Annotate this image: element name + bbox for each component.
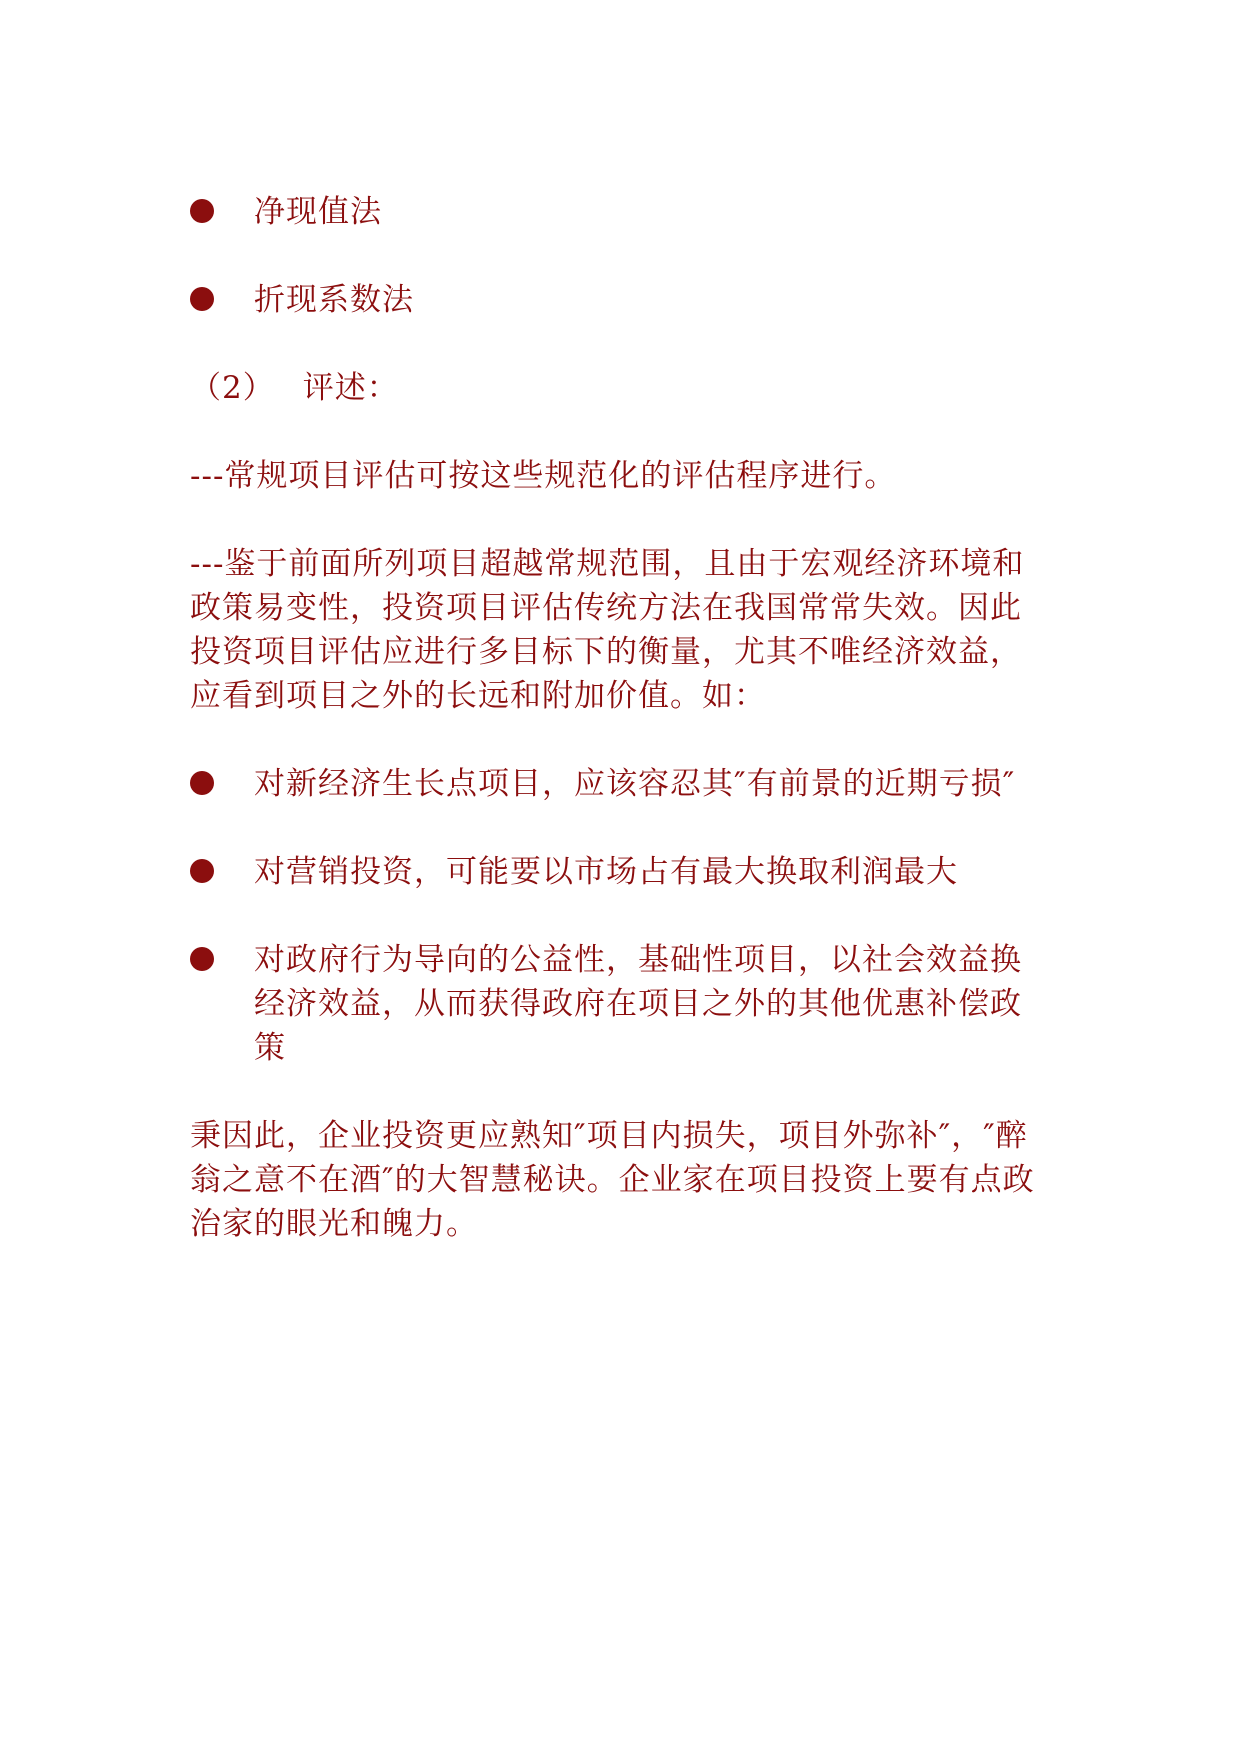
bullet-item [190,762,1050,806]
bullet-item [190,850,1050,894]
numbered-heading [190,366,1050,410]
paragraph: ---鉴于前面所列项目超越常规范围，且由于宏观经济环境和政策易变性，投资项目评估传统方法在我国常常失效。因此投资项目评估应进行多目标下的衡量，尤其不唯经济效益，应看到项目之外的长远和附加价值。如： [190,546,1025,714]
conclusion-paragraph: 秉因此，企业投资更应熟知″项目内损失，项目外弥补″，″醉翁之意不在酒″的大智慧秘诀。企业家在项目投资上要有点政治家的眼光和魄力。 [190,1118,1035,1242]
bullet-item [190,278,1050,322]
bullet-text: 对新经济生长点项目，应该容忍其″有前景的近期亏损″ [254,766,1016,802]
bullet-dot-icon [190,287,214,311]
bullet-text: 对政府行为导向的公益性，基础性项目，以社会效益换经济效益，从而获得政府在项目之外的其他优惠补偿政策 [254,942,1022,1066]
bullet-dot-icon [190,947,214,971]
heading-label: 评述： [302,370,399,406]
bullet-text: 对营销投资，可能要以市场占有最大换取利润最大 [254,854,958,890]
bullet-text: 折现系数法 [254,282,414,318]
bullet-dot-icon [190,771,214,795]
document-page [190,190,1050,1246]
bullet-item [190,190,1050,234]
heading-number: （2） [190,370,275,406]
bullet-dot-icon [190,859,214,883]
bullet-text: 净现值法 [254,194,382,230]
bullet-item [190,938,1050,1070]
bullet-dot-icon [190,199,214,223]
paragraph: ---常规项目评估可按这些规范化的评估程序进行。 [190,458,897,494]
